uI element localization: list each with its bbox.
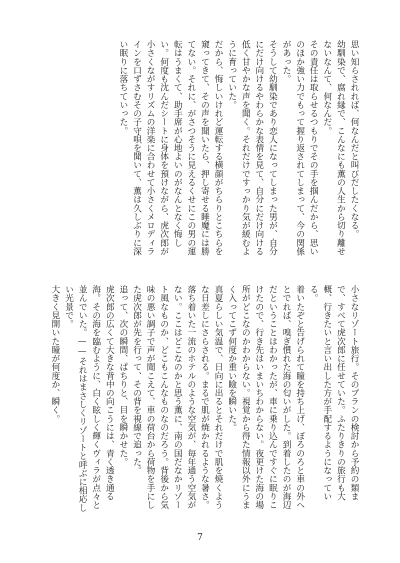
paragraph: 思い知らされれば、何なんだと叫びだしたくなる。 [349, 40, 359, 239]
bottom-text-block [48, 285, 360, 515]
paragraph: そうして幼馴染であり恋人になってしまった男が、自分にだけ向けるやわらかな表情を見て、自分にだけ向ける低く甘やかな声を聞く。それだけですっかり気が緩むように育っていた。 [226, 40, 278, 256]
paragraph: だから、悔しいけれど運転する横顔がちらりとこちらを窺ってきて、その声を聞いたら、押し寄せる睡魔には勝てない。それに、がさつそうに見えるくせにこの男の運転はうまくて、助手席が心地よいのがなんとなく悔しい。何度も沈んだシートに身体を預けながら、虎次郎が小さくながすリズムの洋楽に合わせて小さくメロディラインを口ずさむその子守唄を聞いて、薫は久しぶりに深い眠りに落ちていった。 [117, 40, 224, 256]
paragraph: 小さなリゾート旅行。そのプランの検討から予約の類まで、すべて虎次郎に任せていた。ふたりきりの旅行も大概、行きたいと言い出した方が手配するようになっている。 [308, 285, 359, 501]
paragraph: 追って、次の瞬間、ぱちりと、目を瞬かせた。 [117, 285, 128, 467]
page-number: 7 [197, 533, 203, 543]
top-text-block [48, 40, 360, 262]
paragraph: 真夏らしい気温で、日向に出るとそれだけで肌を焼くような日差しにさらされる。まるで肌が焼かれるような暑さ。落ち着いた一流のホテルのような空気が、毎年通う空気がない。ここはどこなのかと思う薫に、南の国だなかリゾート風なものか、どこもこんなものなのだろう。背後から気味の悪い調子で声が聞こえて、車の荷台から荷物を手にした虎次郎が先を行って、その背を視線で追った。 [131, 285, 224, 510]
paragraph: 着いたぞと告げられて瞳を持ち上げ、ぼろのろと車の外へとでれば、嗅ぎ慣れた海の匂いがした。到着したのが海辺だということはわかったが、車に乗り込んですぐに眠りこけたので、行き先はいまいちわからない。夜更けた海の場所がどこなのかわからない。視覚から得た情報以外にうまく入ってこず何度か重い瞼を瞬いた。 [226, 285, 305, 510]
paragraph: その責任は取らせるつもりでその手を掴んだから、思いのほか強い力でもって握り返されてしまって、今の関係があった。 [281, 40, 319, 256]
paragraph: 虎次郎の広くて大きな背中の向こうには、青く透き通る海。その海を臨むように、白く眩しく輝くヴィラが点々と並んでいた。——それはまさしくリゾートと呼ぶに相応しい光景で。 [63, 285, 115, 512]
paragraph: 大きく見開いた瞳が何度か、瞬く。 [49, 285, 60, 423]
paragraph: 幼馴染で、腐れ縁で、こんなにも薫の人生から切り離せないなんて、何なんだ。 [321, 40, 346, 256]
